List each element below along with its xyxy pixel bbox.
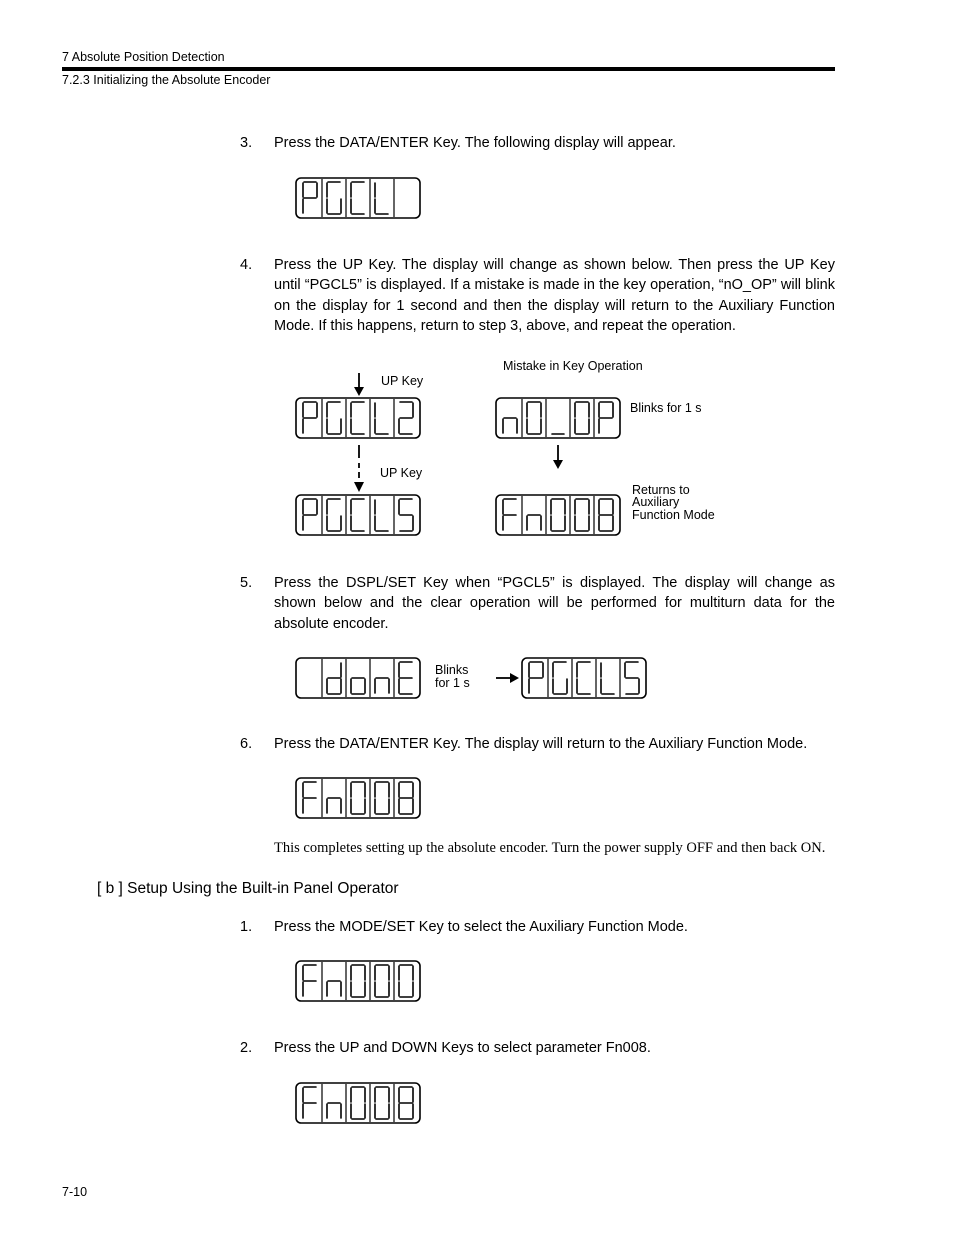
step-4-number: 4. bbox=[240, 257, 253, 273]
step-4-text: Press the UP Key. The display will change as shown below. Then press the UP Key until “PGCL5” is displayed. If a mistake is made in the key operation, “nO_OP” will blink on the display for 1 second and then the display will return to the Auxiliary Function Mode. If this happens, return to step 3, above, and repeat the operation. bbox=[274, 257, 835, 334]
display-panel bbox=[521, 657, 647, 699]
header-rule bbox=[62, 67, 835, 71]
display-panel bbox=[495, 494, 621, 536]
step-6-text: Press the DATA/ENTER Key. The display will return to the Auxiliary Function Mode. bbox=[274, 736, 808, 752]
display-panel bbox=[295, 960, 421, 1002]
subsection-heading: [ b ] Setup Using the Built-in Panel Operator bbox=[97, 880, 399, 897]
step-b2-text: Press the UP and DOWN Keys to select parameter Fn008. bbox=[274, 1040, 651, 1056]
down-arrow bbox=[548, 442, 568, 472]
mistake-label: Mistake in Key Operation bbox=[503, 359, 643, 373]
section-title: 7.2.3 Initializing the Absolute Encoder bbox=[62, 73, 271, 87]
step-b1-number: 1. bbox=[240, 919, 253, 935]
up-key-label-2: UP Key bbox=[380, 466, 423, 480]
display-panel bbox=[295, 657, 421, 699]
display-panel bbox=[495, 397, 621, 439]
blinks-label-1: Blinks bbox=[435, 663, 469, 677]
right-arrow bbox=[494, 670, 524, 686]
blinks-label-2: for 1 s bbox=[435, 676, 470, 690]
page-number: 7-10 bbox=[62, 1185, 88, 1199]
returns-label-2: Auxiliary bbox=[632, 495, 680, 509]
display-panel bbox=[295, 777, 421, 819]
step-5-text: Press the DSPL/SET Key when “PGCL5” is displayed. The display will change as shown below and the clear operation will be performed for multiturn data for the absolute encoder. bbox=[274, 575, 835, 632]
display-panel bbox=[295, 1082, 421, 1124]
up-key-label-1: UP Key bbox=[381, 374, 424, 388]
step-3-text: Press the DATA/ENTER Key. The following display will appear. bbox=[274, 135, 676, 151]
step-b2-number: 2. bbox=[240, 1040, 253, 1056]
display-panel bbox=[295, 177, 421, 219]
completion-note: This completes setting up the absolute encoder. Turn the power supply OFF and then back ON. bbox=[274, 840, 826, 856]
display-panel bbox=[295, 397, 421, 439]
returns-label-3: Function Mode bbox=[632, 508, 715, 522]
step-5-number: 5. bbox=[240, 575, 253, 591]
step-b1-text: Press the MODE/SET Key to select the Auxiliary Function Mode. bbox=[274, 919, 688, 935]
returns-label-1: Returns to bbox=[632, 483, 690, 497]
step-3-number: 3. bbox=[240, 135, 253, 151]
blinks-label: Blinks for 1 s bbox=[630, 401, 702, 415]
chapter-title: 7 Absolute Position Detection bbox=[62, 50, 225, 64]
step-6-number: 6. bbox=[240, 736, 253, 752]
display-panel bbox=[295, 494, 421, 536]
